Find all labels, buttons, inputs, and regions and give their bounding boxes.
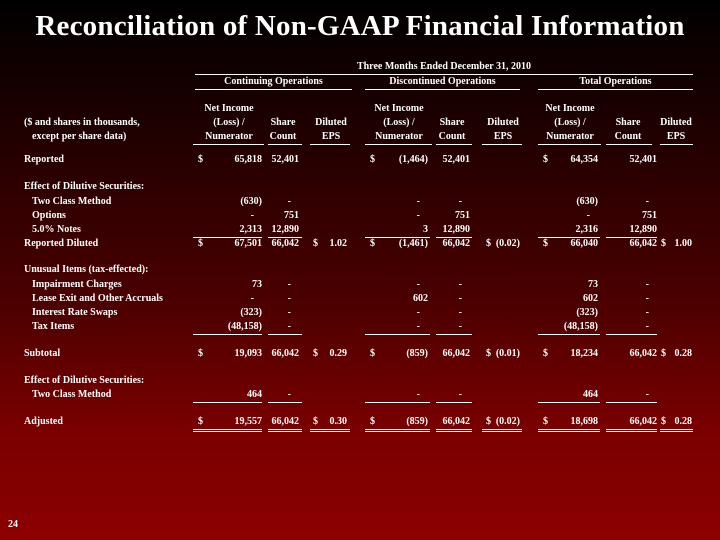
table-cell: - — [458, 279, 462, 290]
table-cell: 1.00 — [674, 238, 692, 249]
double-underline — [268, 429, 302, 432]
column-header-diluted: EPS — [493, 131, 513, 142]
double-underline — [606, 429, 657, 432]
row-label: Unusual Items (tax-effected): — [24, 264, 149, 275]
table-cell: (48,158) — [227, 321, 262, 332]
dollar-sign: $ — [370, 348, 375, 359]
underline — [538, 334, 600, 335]
row-label: Impairment Charges — [32, 279, 122, 290]
page-title: Reconciliation of Non-GAAP Financial Information — [35, 10, 685, 42]
dollar-sign: $ — [661, 416, 666, 427]
dollar-sign: $ — [661, 348, 666, 359]
underline — [193, 402, 262, 403]
table-cell: 0.28 — [674, 348, 692, 359]
table-cell: 66,042 — [442, 238, 470, 249]
table-cell: (323) — [576, 307, 598, 318]
column-header-net-income: Net Income — [374, 103, 424, 114]
table-cell: 12,890 — [271, 224, 299, 235]
table-cell: - — [645, 293, 649, 304]
column-header-diluted: Diluted — [487, 117, 519, 128]
column-header-rule — [193, 144, 264, 145]
column-header-share: Count — [438, 131, 466, 142]
underline — [606, 402, 657, 403]
table-cell: (0.01) — [495, 348, 520, 359]
table-cell: 66,040 — [570, 238, 598, 249]
dollar-sign: $ — [486, 348, 491, 359]
table-cell: - — [250, 210, 254, 221]
table-cell: - — [645, 279, 649, 290]
row-label: Tax Items — [32, 321, 75, 332]
table-cell: (859) — [406, 416, 428, 427]
table-cell: - — [458, 307, 462, 318]
column-header-net-income: (Loss) / — [213, 117, 245, 128]
column-header-rule — [365, 144, 432, 145]
table-cell: 751 — [642, 210, 657, 221]
table-cell: 52,401 — [442, 154, 470, 165]
table-cell: 66,042 — [271, 238, 299, 249]
table-cell: - — [287, 307, 291, 318]
table-cell: (48,158) — [563, 321, 598, 332]
dollar-sign: $ — [313, 238, 318, 249]
table-cell: 464 — [247, 389, 262, 400]
underline — [193, 334, 262, 335]
column-header-share: Share — [270, 117, 296, 128]
table-cell: - — [416, 196, 420, 207]
dollar-sign: $ — [370, 238, 375, 249]
table-cell: 751 — [455, 210, 470, 221]
dollar-sign: $ — [313, 416, 318, 427]
table-cell: 66,042 — [629, 416, 657, 427]
row-label: 5.0% Notes — [32, 224, 81, 235]
column-header-rule — [606, 144, 652, 145]
table-cell: 2,316 — [575, 224, 598, 235]
underline — [538, 402, 600, 403]
table-cell: (859) — [406, 348, 428, 359]
group-rule — [365, 89, 520, 90]
row-label: Adjusted — [24, 416, 63, 427]
column-header-net-income: Net Income — [545, 103, 595, 114]
table-cell: 602 — [413, 293, 428, 304]
table-cell: 0.28 — [674, 416, 692, 427]
page-number: 24 — [8, 519, 18, 530]
column-header-net-income: Net Income — [204, 103, 254, 114]
row-label: Options — [32, 210, 66, 221]
dollar-sign: $ — [313, 348, 318, 359]
table-cell: - — [416, 389, 420, 400]
column-header-net-income: (Loss) / — [554, 117, 586, 128]
table-cell: (0.02) — [495, 238, 520, 249]
table-cell: 67,501 — [234, 238, 262, 249]
column-header-rule — [436, 144, 472, 145]
row-label: Two Class Method — [32, 196, 112, 207]
underline — [365, 334, 430, 335]
table-cell: - — [416, 321, 420, 332]
table-cell: 0.30 — [329, 416, 347, 427]
table-cell: 0.29 — [329, 348, 347, 359]
dollar-sign: $ — [198, 416, 203, 427]
period-rule — [195, 74, 693, 75]
table-cell: - — [458, 389, 462, 400]
table-cell: - — [586, 210, 590, 221]
table-cell: 751 — [284, 210, 299, 221]
table-cell: - — [458, 321, 462, 332]
table-cell: 52,401 — [271, 154, 299, 165]
table-cell: - — [416, 210, 420, 221]
table-cell: 66,042 — [271, 348, 299, 359]
column-header-net-income: Numerator — [205, 131, 253, 142]
column-header-diluted: EPS — [666, 131, 686, 142]
table-cell: - — [458, 293, 462, 304]
table-cell: - — [458, 196, 462, 207]
row-label: Effect of Dilutive Securities: — [24, 375, 145, 386]
table-cell: (1,461) — [398, 238, 428, 249]
table-cell: 65,818 — [234, 154, 262, 165]
table-cell: - — [287, 321, 291, 332]
dollar-sign: $ — [543, 238, 548, 249]
dollar-sign: $ — [486, 238, 491, 249]
row-label: Subtotal — [24, 348, 61, 359]
column-header-rule — [538, 144, 601, 145]
table-cell: (630) — [240, 196, 262, 207]
double-underline — [660, 429, 693, 432]
table-cell: 66,042 — [629, 238, 657, 249]
double-underline — [365, 429, 430, 432]
underline — [436, 334, 472, 335]
column-header-share: Share — [439, 117, 465, 128]
row-label: Interest Rate Swaps — [32, 307, 118, 318]
underline — [268, 334, 302, 335]
column-header-rule — [268, 144, 302, 145]
group-header: Continuing Operations — [224, 76, 323, 87]
row-label: Reported — [24, 154, 64, 165]
table-cell: - — [645, 389, 649, 400]
column-header-share: Count — [269, 131, 297, 142]
row-label: Effect of Dilutive Securities: — [24, 181, 145, 192]
double-underline — [193, 429, 262, 432]
table-cell: 66,042 — [271, 416, 299, 427]
dollar-sign: $ — [198, 348, 203, 359]
underline — [606, 334, 657, 335]
table-cell: 2,313 — [239, 224, 262, 235]
dollar-sign: $ — [370, 416, 375, 427]
group-rule — [195, 89, 352, 90]
column-header-net-income: Numerator — [375, 131, 423, 142]
double-underline — [482, 429, 522, 432]
table-cell: - — [645, 307, 649, 318]
table-cell: 18,234 — [570, 348, 598, 359]
table-cell: 66,042 — [442, 416, 470, 427]
table-cell: 52,401 — [629, 154, 657, 165]
column-header-rule — [310, 144, 350, 145]
column-header-net-income: Numerator — [546, 131, 594, 142]
table-cell: 73 — [252, 279, 262, 290]
column-header-diluted: Diluted — [315, 117, 347, 128]
underline — [268, 402, 302, 403]
column-header-rule — [482, 144, 522, 145]
column-header-rule — [660, 144, 693, 145]
table-cell: (323) — [240, 307, 262, 318]
table-cell: - — [287, 279, 291, 290]
group-header: Discontinued Operations — [389, 76, 496, 87]
table-cell: 1.02 — [329, 238, 347, 249]
table-cell: 73 — [588, 279, 598, 290]
column-header-diluted: EPS — [321, 131, 341, 142]
table-cell: (1,464) — [398, 154, 428, 165]
dollar-sign: $ — [543, 348, 548, 359]
table-cell: 12,890 — [629, 224, 657, 235]
row-label: Two Class Method — [32, 389, 112, 400]
dollar-sign: $ — [198, 238, 203, 249]
table-cell: 12,890 — [442, 224, 470, 235]
column-header-net-income: (Loss) / — [383, 117, 415, 128]
table-cell: - — [287, 389, 291, 400]
group-header: Total Operations — [579, 76, 652, 87]
table-cell: - — [287, 196, 291, 207]
dollar-sign: $ — [661, 238, 666, 249]
row-label: Reported Diluted — [24, 238, 99, 249]
table-cell: - — [645, 196, 649, 207]
table-cell: - — [287, 293, 291, 304]
table-cell: (630) — [576, 196, 598, 207]
row-label-header: except per share data) — [32, 131, 127, 142]
table-cell: 66,042 — [442, 348, 470, 359]
table-cell: 602 — [583, 293, 598, 304]
dollar-sign: $ — [543, 416, 548, 427]
table-cell: - — [416, 307, 420, 318]
double-underline — [538, 429, 600, 432]
table-cell: 464 — [583, 389, 598, 400]
column-header-diluted: Diluted — [660, 117, 692, 128]
table-cell: 66,042 — [629, 348, 657, 359]
table-cell: 3 — [423, 224, 428, 235]
period-header: Three Months Ended December 31, 2010 — [356, 61, 532, 72]
double-underline — [310, 429, 350, 432]
table-cell: (0.02) — [495, 416, 520, 427]
dollar-sign: $ — [543, 154, 548, 165]
dollar-sign: $ — [198, 154, 203, 165]
column-header-share: Count — [614, 131, 642, 142]
double-underline — [436, 429, 472, 432]
row-label-header: ($ and shares in thousands, — [24, 117, 140, 128]
table-cell: 19,557 — [234, 416, 262, 427]
underline — [436, 402, 472, 403]
group-rule — [538, 89, 693, 90]
column-header-share: Share — [615, 117, 641, 128]
table-cell: 19,093 — [234, 348, 262, 359]
underline — [365, 402, 430, 403]
dollar-sign: $ — [486, 416, 491, 427]
table-cell: - — [416, 279, 420, 290]
table-cell: - — [645, 321, 649, 332]
table-cell: 18,698 — [570, 416, 598, 427]
row-label: Lease Exit and Other Accruals — [32, 293, 163, 304]
dollar-sign: $ — [370, 154, 375, 165]
table-cell: - — [250, 293, 254, 304]
table-cell: 64,354 — [570, 154, 598, 165]
